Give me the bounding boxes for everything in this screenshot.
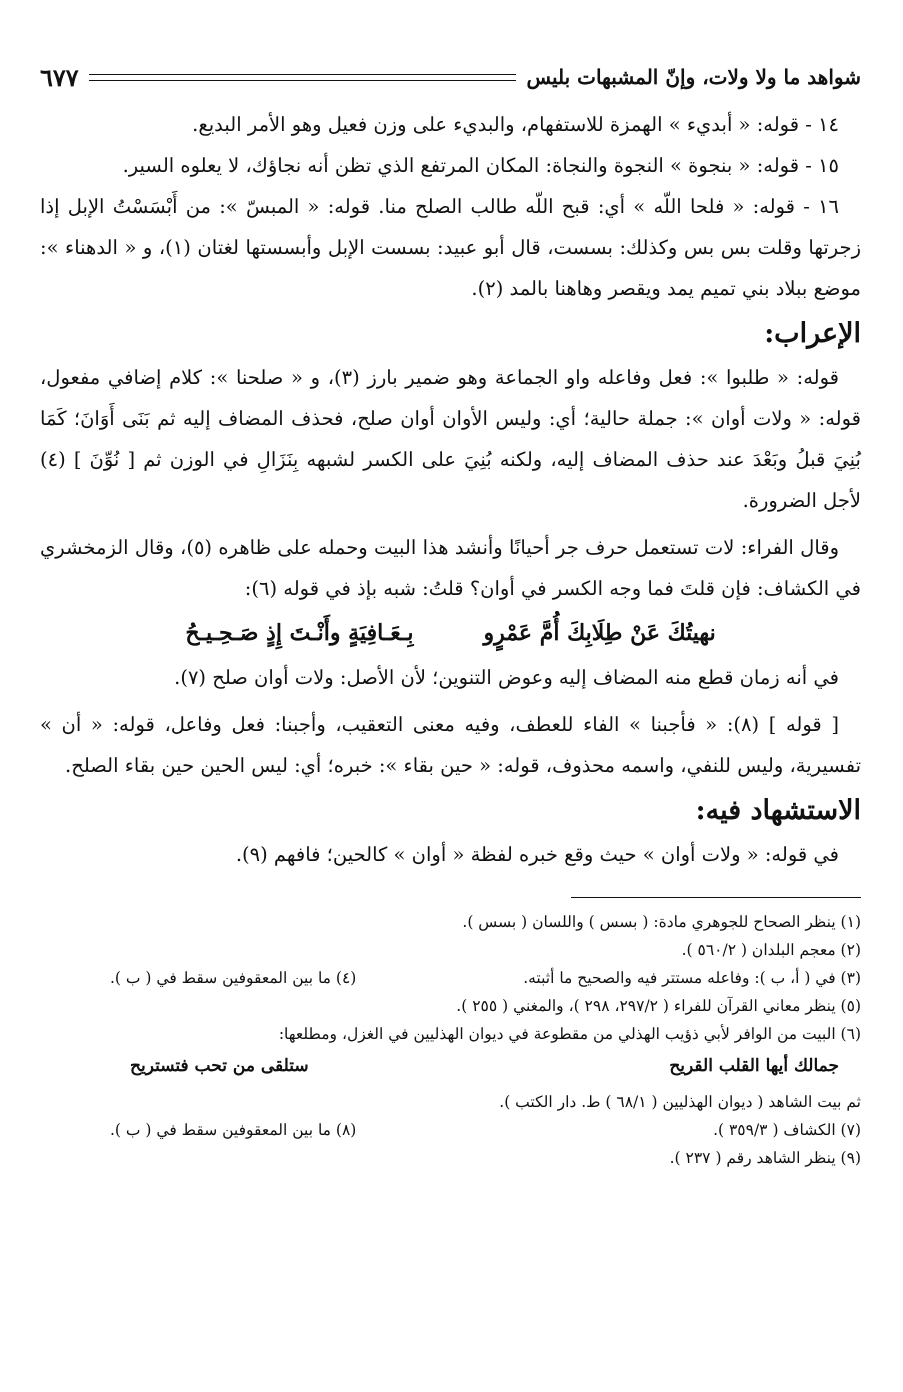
section-heading-irab: الإعراب:: [764, 318, 861, 349]
footnote-separator: [571, 897, 861, 898]
running-head: [40, 60, 861, 94]
footnote-8: (٨) ما بين المعقوفين سقط في ( ب ).: [110, 1121, 357, 1139]
footnote-row-7-8: [40, 1116, 861, 1144]
footnote-6-verse: [40, 1048, 861, 1088]
footnote-9: (٩) ينظر الشاهد رقم ( ٢٣٧ ).: [669, 1149, 861, 1167]
irab-paragraph-1: قوله: « طلبوا »: فعل وفاعله واو الجماعة وهو ضمير بارز (٣)، و « صلحنا »: كلام إضافي مفعول، قوله: « ولات أوان »: جملة حالية؛ أي: وليس الأوان أوان صلح، فحذف المضاف إليه ثم بَنَى أَوَانَ؛ كَمَا بُنِيَ قبلُ وبَعْدَ عند حذف المضاف إليه، ولكنه بُنِيَ على الكسر لشبهه بِنَزَالِ في الوزن ثم [ نُوِّنَ ] (٤) لأجل الضرورة.: [40, 366, 861, 512]
paragraph-15: ١٥ - قوله: « بنجوة » النجوة والنجاة: المكان المرتفع الذي تظن أنه نجاؤك، لا يعلوه السير.: [122, 154, 839, 177]
footnote-row-3-4: [40, 964, 861, 992]
running-head-rule: [89, 74, 517, 81]
main-text: [40, 104, 861, 875]
poetry-verse: [40, 609, 861, 657]
page-number: ٦٧٧: [40, 62, 79, 92]
footnote-7: (٧) الكشاف ( ٣٥٩/٣ ).: [713, 1121, 861, 1139]
verse-second-hemistich: بِـعَـافِيَةٍ وأَنْـتَ إِذٍ صَـحِـيـحُ: [185, 620, 414, 646]
running-head-title: شواهد ما ولا ولات، وإنّ المشبهات بليس: [526, 65, 861, 89]
footnote-4: (٤) ما بين المعقوفين سقط في ( ب ).: [110, 969, 357, 987]
istishhad-paragraph: في قوله: « ولات أوان » حيث وقع خبره لفظة « أوان » كالحين؛ فافهم (٩).: [235, 843, 839, 866]
verse-first-hemistich: نهيتُكَ عَنْ طِلَابِكَ أُمَّ عَمْرٍو: [483, 620, 716, 646]
paragraph-14: ١٤ - قوله: « أبديء » الهمزة للاستفهام، والبديء على وزن فعيل وهو الأمر البديع.: [192, 113, 839, 136]
paragraph-16: ١٦ - قوله: « فلحا اللّه » أي: قبح اللّه طالب الصلح منا. قوله: « المبسّ »: من أَبْسَسْتُ الإبل إذا زجرتها وقلت بس بس وكذلك: بسست، قال أبو عبيد: بسست الإبل وأبسستها لغتان (١)، و « الدهناء »: موضع ببلاد بني تميم يمد ويقصر وهاهنا بالمد (٢).: [40, 195, 861, 300]
footnote-1: (١) ينظر الصحاح للجوهري مادة: ( بسس ) واللسان ( بسس ).: [462, 913, 861, 931]
footnotes: [40, 908, 861, 1172]
footnote-3: (٣) في ( أ، ب ): وفاعله مستتر فيه والصحيح ما أثبته.: [523, 969, 861, 987]
footnote-5: (٥) ينظر معاني القرآن للفراء ( ٢٩٧/٢، ٢٩٨ )، والمغني ( ٢٥٥ ).: [456, 997, 861, 1015]
footnote-6-continuation: ثم بيت الشاهد ( ديوان الهذليين ( ٦٨/١ ) ط. دار الكتب ).: [499, 1093, 861, 1111]
section-heading-istishhad: الاستشهاد فيه:: [695, 795, 861, 826]
footnote-6: (٦) البيت من الوافر لأبي ذؤيب الهذلي من مقطوعة في ديوان الهذليين في الغزل، ومطلعها:: [278, 1025, 861, 1043]
footnote-2: (٢) معجم البلدان ( ٥٦٠/٢ ).: [681, 941, 861, 959]
footnote-verse-second-hemistich: ستلقى من تحب فتستريح: [130, 1056, 309, 1076]
irab-paragraph-3: في أنه زمان قطع منه المضاف إليه وعوض التنوين؛ لأن الأصل: ولات أوان صلح (٧).: [174, 666, 839, 689]
irab-paragraph-2: وقال الفراء: لات تستعمل حرف جر أحيانًا وأنشد هذا البيت وحمله على ظاهره (٥)، وقال الزمخشري في الكشاف: فإن قلتَ فما وجه الكسر في أوان؟ قلتُ: شبه بإذ في قوله (٦):: [40, 536, 861, 600]
footnote-verse-first-hemistich: جمالك أيها القلب القريح: [669, 1056, 839, 1076]
irab-paragraph-4: [ قوله ] (٨): « فأجبنا » الفاء للعطف، وفيه معنى التعقيب، وأجبنا: فعل وفاعل، قوله: « أن » تفسيرية، وليس للنفي، واسمه محذوف، قوله: « حين بقاء »: خبره؛ أي: ليس الحين حين بقاء الصلح.: [40, 713, 861, 777]
